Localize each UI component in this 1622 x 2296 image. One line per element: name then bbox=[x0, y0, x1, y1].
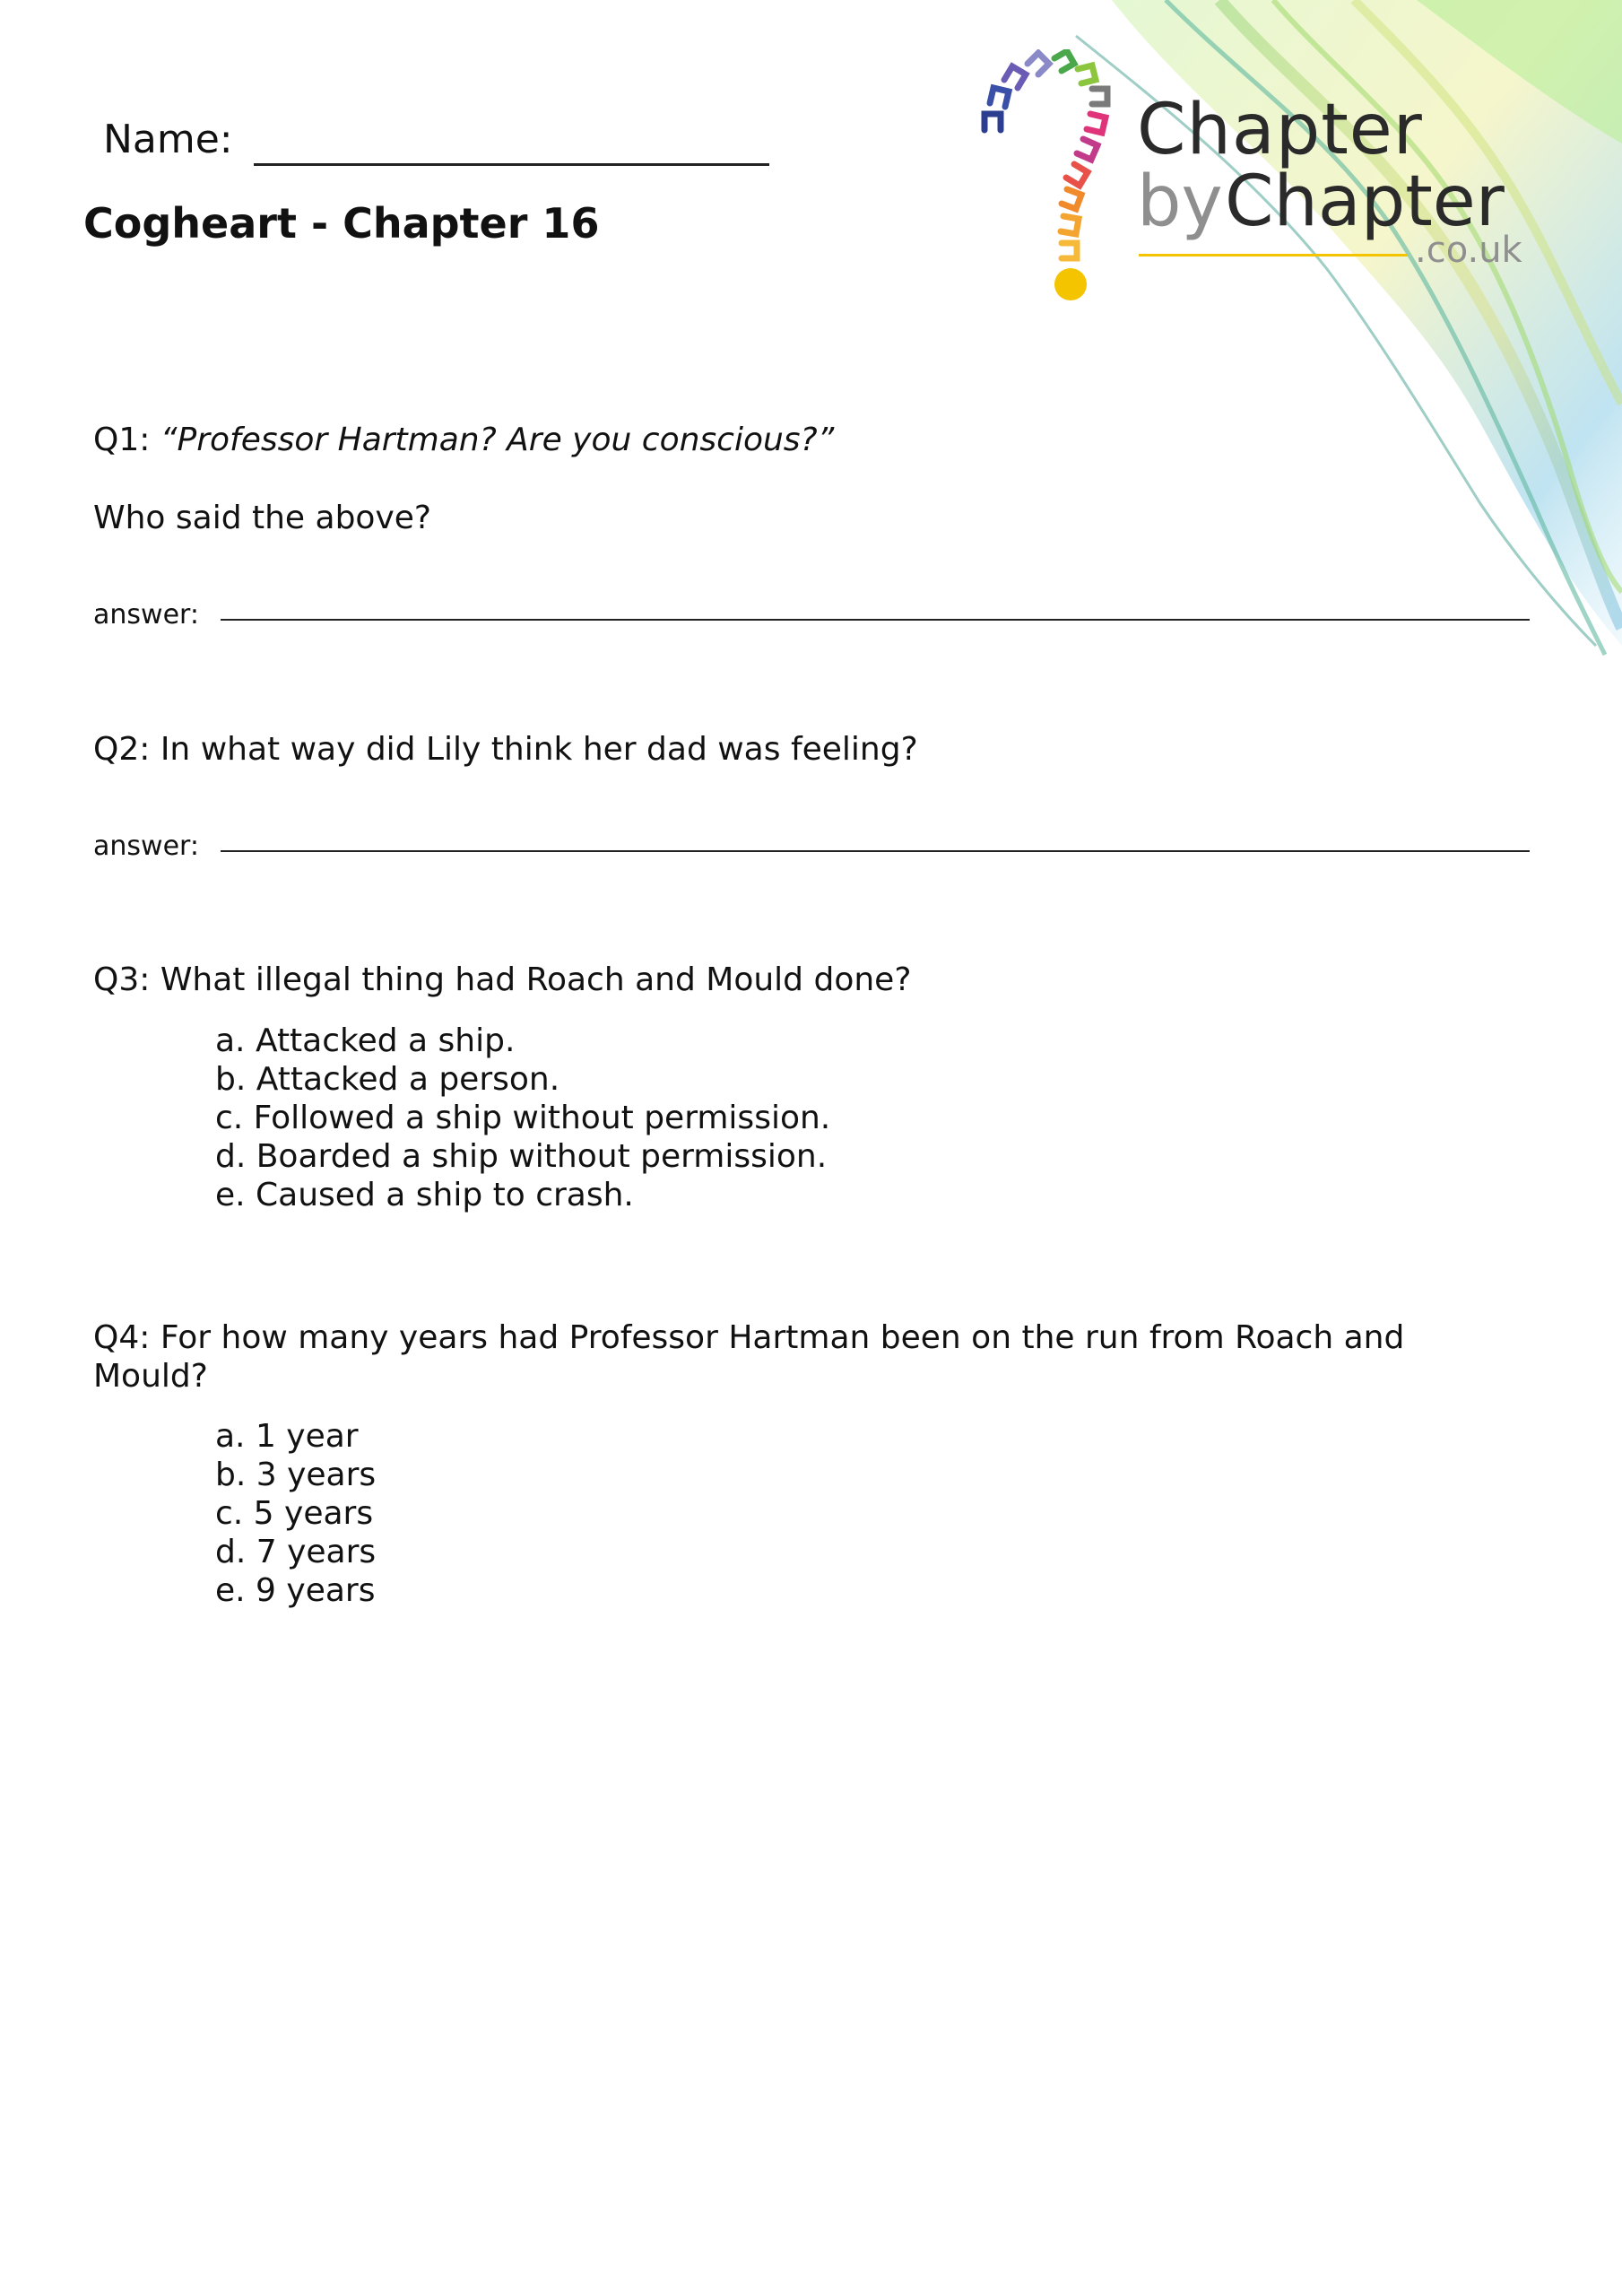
question-3: Q3: What illegal thing had Roach and Mould done? bbox=[93, 961, 912, 998]
question-4-line-1: Q4: For how many years had Professor Hartman been on the run from Roach and bbox=[93, 1319, 1405, 1356]
question-2: Q2: In what way did Lily think her dad was feeling? bbox=[93, 731, 918, 768]
question-4-line-2: Mould? bbox=[93, 1358, 208, 1395]
question-4-options bbox=[215, 1417, 376, 1610]
question-4 bbox=[93, 1318, 1404, 1396]
logo-wordmark-chapter-2: Chapter bbox=[1225, 161, 1505, 242]
option-item[interactable]: b. 3 years bbox=[215, 1457, 377, 1493]
option-item[interactable]: d. 7 years bbox=[215, 1534, 377, 1570]
question-1-quote: “Professor Hartman? Are you conscious?” bbox=[160, 422, 835, 458]
logo-wordmark-chapter: Chapter bbox=[1137, 90, 1423, 170]
option-item[interactable]: e. Caused a ship to crash. bbox=[215, 1177, 634, 1213]
name-input-line[interactable] bbox=[254, 163, 769, 166]
answer-line-1[interactable] bbox=[221, 619, 1530, 621]
logo-domain-suffix: .co.uk bbox=[1415, 230, 1522, 271]
option-item[interactable]: b. Attacked a person. bbox=[215, 1061, 560, 1098]
option-item[interactable]: c. Followed a ship without permission. bbox=[215, 1100, 831, 1136]
option-item[interactable]: d. Boarded a ship without permission. bbox=[215, 1138, 828, 1175]
logo-underline bbox=[1139, 254, 1408, 257]
question-3-options bbox=[215, 1022, 830, 1214]
option-item[interactable]: c. 5 years bbox=[215, 1495, 374, 1532]
question-1-prompt: Who said the above? bbox=[93, 500, 432, 536]
answer-label-1: answer: bbox=[93, 599, 199, 631]
answer-label-2: answer: bbox=[93, 831, 199, 862]
name-label: Name: bbox=[103, 117, 233, 162]
question-1 bbox=[93, 422, 834, 458]
logo-wordmark-by: by bbox=[1137, 161, 1223, 242]
option-item[interactable]: a. 1 year bbox=[215, 1418, 359, 1455]
worksheet-title: Cogheart - Chapter 16 bbox=[83, 199, 600, 248]
option-item[interactable]: e. 9 years bbox=[215, 1572, 376, 1609]
book-arc-logo-icon bbox=[959, 49, 1139, 309]
answer-line-2[interactable] bbox=[221, 850, 1530, 852]
option-item[interactable]: a. Attacked a ship. bbox=[215, 1022, 516, 1059]
question-1-prefix: Q1: bbox=[93, 422, 151, 458]
